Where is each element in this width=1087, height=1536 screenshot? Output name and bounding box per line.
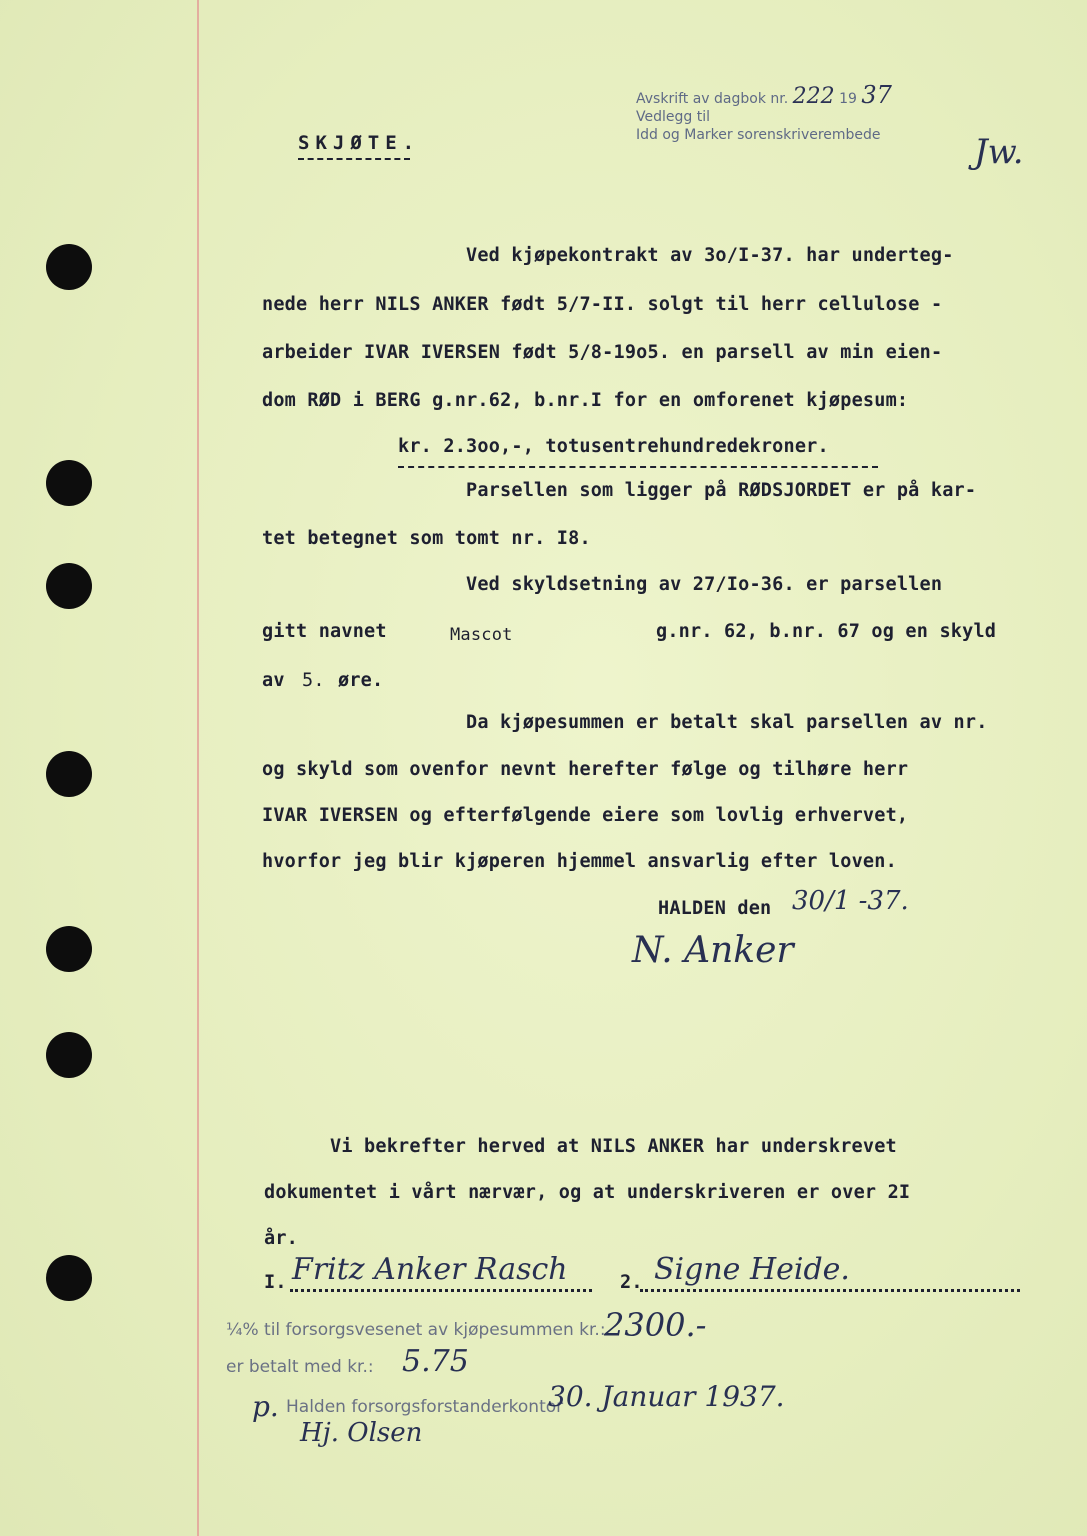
seller-signature: N. Anker bbox=[632, 930, 794, 971]
body-line: Ved skyldsetning av 27/Io-36. er parsellen bbox=[466, 574, 943, 595]
property-name: Mascot bbox=[450, 625, 513, 645]
receipt-p-mark: p. bbox=[252, 1390, 279, 1423]
receipt-line-2: er betalt med kr.: bbox=[226, 1357, 374, 1377]
witness-line: dokumentet i vårt nærvær, og at underskriveren er over 2I bbox=[264, 1182, 911, 1203]
place-label: HALDEN den bbox=[658, 898, 772, 919]
stamp-dagbok-label: Avskrift av dagbok nr. bbox=[636, 91, 789, 107]
registry-stamp bbox=[636, 81, 892, 144]
body-line: av bbox=[262, 670, 285, 691]
body-line: nede herr NILS ANKER født 5/7-II. solgt til herr cellulose - bbox=[262, 294, 943, 315]
body-line: arbeider IVAR IVERSEN født 5/8-19o5. en parsell av min eien- bbox=[262, 342, 943, 363]
punch-hole bbox=[46, 563, 92, 609]
punch-hole bbox=[46, 1255, 92, 1301]
receipt-line-3: Halden forsorgsforstanderkontor bbox=[286, 1397, 564, 1417]
body-line: Parsellen som ligger på RØDSJORDET er på kar- bbox=[466, 480, 977, 501]
stamp-year-prefix: 19 bbox=[839, 91, 857, 107]
title-underline bbox=[298, 158, 410, 160]
body-line: gitt navnet bbox=[262, 621, 387, 642]
witness-number-1: I. bbox=[264, 1272, 287, 1293]
margin-line bbox=[197, 0, 199, 1536]
body-line: og skyld som ovenfor nevnt herefter følge og tilhøre herr bbox=[262, 759, 909, 780]
body-line: g.nr. 62, b.nr. 67 og en skyld bbox=[656, 621, 997, 642]
stamp-office: Idd og Marker sorenskriverembede bbox=[636, 127, 881, 143]
stamp-initials: Jw. bbox=[974, 132, 1024, 172]
receipt-amount: 2300.- bbox=[604, 1306, 707, 1344]
witness-number-2: 2. bbox=[620, 1272, 643, 1293]
witness-line-1 bbox=[290, 1289, 592, 1292]
receipt-date: 30. Januar 1937. bbox=[548, 1380, 785, 1413]
body-line: hvorfor jeg blir kjøperen hjemmel ansvarlig efter loven. bbox=[262, 851, 897, 872]
body-line: IVAR IVERSEN og efterfølgende eiere som lovlig erhvervet, bbox=[262, 805, 909, 826]
purchase-sum: kr. 2.3oo,-, totusentrehundredekroner. bbox=[398, 436, 829, 457]
witness-line-2 bbox=[640, 1289, 1020, 1292]
sum-underline bbox=[398, 466, 878, 468]
document-title: SKJØTE. bbox=[298, 132, 421, 154]
body-line: tet betegnet som tomt nr. I8. bbox=[262, 528, 591, 549]
receipt-paid: 5.75 bbox=[402, 1344, 469, 1379]
punch-hole bbox=[46, 1032, 92, 1078]
stamp-dagbok-number: 222 bbox=[792, 84, 835, 109]
stamp-year: 37 bbox=[861, 81, 892, 109]
receipt-line-1: ¼% til forsorgsvesenet av kjøpesummen kr.: bbox=[226, 1320, 606, 1340]
body-line: Da kjøpesummen er betalt skal parsellen av nr. bbox=[466, 712, 988, 733]
witness-signature-2: Signe Heide. bbox=[654, 1252, 850, 1287]
punch-hole bbox=[46, 926, 92, 972]
body-line: dom RØD i BERG g.nr.62, b.nr.I for en omforenet kjøpesum: bbox=[262, 390, 909, 411]
punch-hole bbox=[46, 751, 92, 797]
receipt-signature: Hj. Olsen bbox=[300, 1418, 423, 1448]
stamp-vedlegg: Vedlegg til bbox=[636, 109, 710, 125]
punch-hole bbox=[46, 244, 92, 290]
handwritten-date: 30/1 -37. bbox=[792, 886, 909, 916]
punch-hole bbox=[46, 460, 92, 506]
skyld-value: 5. bbox=[302, 670, 325, 691]
witness-line: år. bbox=[264, 1228, 299, 1249]
witness-signature-1: Fritz Anker Rasch bbox=[292, 1252, 568, 1287]
witness-line: Vi bekrefter herved at NILS ANKER har underskrevet bbox=[330, 1136, 897, 1157]
body-line: øre. bbox=[338, 670, 384, 691]
body-line: Ved kjøpekontrakt av 3o/I-37. har underteg- bbox=[466, 245, 954, 266]
